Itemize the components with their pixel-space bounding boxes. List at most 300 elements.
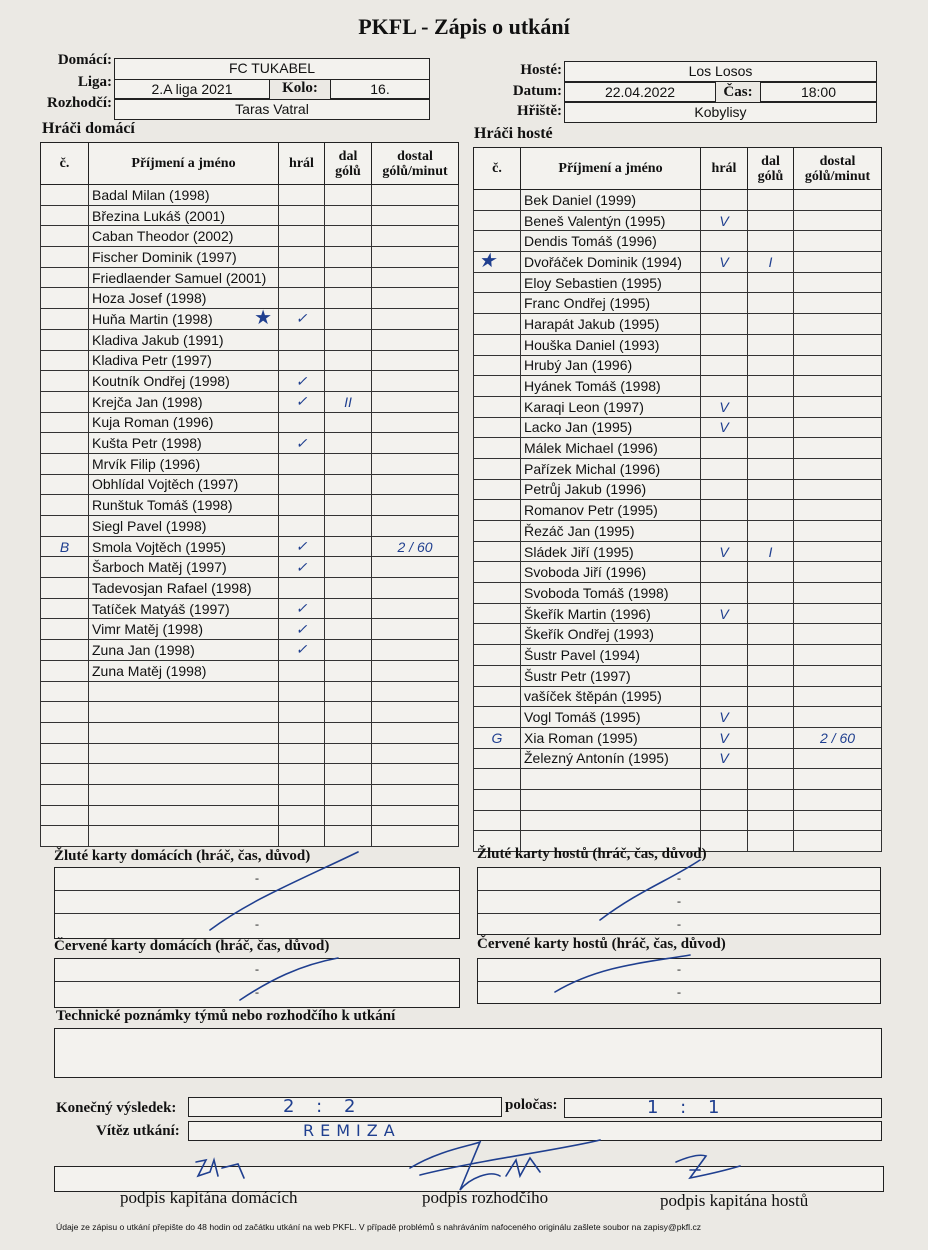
player-conceded [372, 453, 459, 474]
player-played [701, 479, 748, 500]
player-mark [41, 660, 89, 681]
player-name [89, 722, 279, 743]
player-name: Kuja Roman (1996) [89, 412, 279, 433]
table-row [41, 433, 459, 454]
player-mark [474, 624, 521, 645]
player-played [279, 805, 325, 826]
table-row [41, 288, 459, 309]
player-name: vašíček štěpán (1995) [521, 686, 701, 707]
table-row [474, 500, 882, 521]
time-label: Čas: [723, 84, 753, 100]
table-row [474, 438, 882, 459]
player-name [89, 702, 279, 723]
player-played [701, 665, 748, 686]
player-conceded [794, 789, 882, 810]
player-mark [41, 453, 89, 474]
table-row [41, 578, 459, 599]
player-goals [325, 784, 372, 805]
player-goals [325, 205, 372, 226]
notes-title: Technické poznámky týmů nebo rozhodčího k utkání [56, 1008, 396, 1024]
player-name: Harapát Jakub (1995) [521, 314, 701, 335]
player-name: Siegl Pavel (1998) [89, 516, 279, 537]
player-name [521, 769, 701, 790]
player-played [279, 743, 325, 764]
player-mark [41, 702, 89, 723]
player-conceded [372, 288, 459, 309]
player-goals [325, 660, 372, 681]
referee-field: Taras Vatral [114, 99, 430, 120]
table-row [474, 748, 882, 769]
player-played [701, 314, 748, 335]
player-conceded [794, 479, 882, 500]
home-table-body [41, 185, 459, 847]
table-row [474, 521, 882, 542]
player-mark [474, 665, 521, 686]
player-played [701, 583, 748, 604]
player-played [701, 272, 748, 293]
player-conceded [372, 640, 459, 661]
player-name: Tatíček Matyáš (1997) [89, 598, 279, 619]
player-played [279, 681, 325, 702]
player-played: V [701, 707, 748, 728]
player-conceded [372, 433, 459, 454]
player-goals [748, 376, 794, 397]
player-mark [41, 640, 89, 661]
player-goals [748, 562, 794, 583]
player-played: V [701, 252, 748, 273]
col-goals-line2: gólů [757, 168, 784, 184]
col-goals-line2: gólů [335, 163, 361, 179]
away-captain-signature-label: podpis kapitána hostů [660, 1191, 809, 1210]
player-conceded [794, 293, 882, 314]
table-row [474, 789, 882, 810]
final-result-label: Konečný výsledek: [56, 1100, 177, 1116]
player-name: Houška Daniel (1993) [521, 334, 701, 355]
table-row [474, 252, 882, 273]
player-mark [41, 226, 89, 247]
player-goals [748, 314, 794, 335]
table-row [41, 826, 459, 847]
red-cards-away-box [477, 958, 881, 1004]
player-name: Škeřík Ondřej (1993) [521, 624, 701, 645]
table-row [474, 707, 882, 728]
player-conceded [794, 272, 882, 293]
table-row [41, 598, 459, 619]
table-row [41, 660, 459, 681]
player-played [279, 702, 325, 723]
player-name: Karaqi Leon (1997) [521, 396, 701, 417]
player-played [701, 438, 748, 459]
player-conceded [794, 396, 882, 417]
player-mark [41, 371, 89, 392]
table-row [474, 355, 882, 376]
table-row [41, 412, 459, 433]
player-name: Romanov Petr (1995) [521, 500, 701, 521]
player-conceded [794, 562, 882, 583]
player-name: Xia Roman (1995) [521, 727, 701, 748]
away-label: Hosté: [520, 62, 562, 78]
player-conceded [372, 495, 459, 516]
table-row [41, 185, 459, 206]
away-table-header [474, 148, 882, 190]
player-goals [325, 412, 372, 433]
player-name: Šarboch Matěj (1997) [89, 557, 279, 578]
final-result-field: 2 : 2 [188, 1097, 502, 1117]
table-row [474, 810, 882, 831]
player-played [279, 764, 325, 785]
player-goals [325, 453, 372, 474]
player-mark [474, 810, 521, 831]
player-conceded [372, 226, 459, 247]
player-conceded [794, 334, 882, 355]
player-name [521, 789, 701, 810]
player-name: Dendis Tomáš (1996) [521, 231, 701, 252]
player-played [279, 474, 325, 495]
table-row [474, 190, 882, 211]
player-mark [474, 500, 521, 521]
player-played [279, 288, 325, 309]
player-goals [325, 598, 372, 619]
away-players-title: Hráči hosté [474, 125, 553, 142]
player-name [89, 826, 279, 847]
card-line [55, 891, 459, 914]
player-mark [474, 355, 521, 376]
player-conceded [794, 665, 882, 686]
player-mark [474, 396, 521, 417]
player-played [701, 562, 748, 583]
player-played [701, 376, 748, 397]
away-table-body [474, 190, 882, 852]
player-goals [325, 619, 372, 640]
league-field: 2.A liga 2021 [114, 79, 270, 99]
player-name: Svoboda Jiří (1996) [521, 562, 701, 583]
date-field: 22.04.2022 [564, 82, 716, 102]
player-played [279, 412, 325, 433]
table-row [41, 805, 459, 826]
winner-field: REMIZA [188, 1121, 882, 1141]
player-conceded [372, 205, 459, 226]
player-conceded [794, 500, 882, 521]
player-played: V [701, 396, 748, 417]
player-conceded [372, 557, 459, 578]
table-row [41, 764, 459, 785]
winner-label: Vítěz utkání: [96, 1123, 180, 1139]
player-mark [41, 205, 89, 226]
player-played [279, 578, 325, 599]
player-mark [41, 681, 89, 702]
player-goals [325, 536, 372, 557]
home-players-table [40, 142, 459, 847]
star-icon: ★ [254, 308, 272, 330]
player-name: Tadevosjan Rafael (1998) [89, 578, 279, 599]
player-goals [748, 417, 794, 438]
player-mark [41, 764, 89, 785]
player-mark [474, 686, 521, 707]
player-played [279, 247, 325, 268]
player-conceded [372, 371, 459, 392]
card-line: - [255, 917, 259, 931]
player-name: Šustr Pavel (1994) [521, 645, 701, 666]
player-played [279, 453, 325, 474]
player-name: Železný Antonín (1995) [521, 748, 701, 769]
player-goals [325, 557, 372, 578]
card-line: - [478, 891, 880, 914]
player-name: Fischer Dominik (1997) [89, 247, 279, 268]
player-goals [748, 769, 794, 790]
player-mark [474, 190, 521, 211]
player-conceded [794, 831, 882, 852]
home-team-field: FC TUKABEL [114, 58, 430, 80]
player-conceded [372, 660, 459, 681]
player-goals: II [325, 391, 372, 412]
player-mark [41, 598, 89, 619]
player-mark [41, 722, 89, 743]
player-conceded [372, 185, 459, 206]
player-name [89, 743, 279, 764]
player-name: Málek Michael (1996) [521, 438, 701, 459]
referee-signature-label: podpis rozhodčího [422, 1188, 549, 1207]
player-conceded [794, 210, 882, 231]
player-goals [748, 334, 794, 355]
player-played [701, 231, 748, 252]
yellow-cards-away-title: Žluté karty hostů (hráč, čas, důvod) [477, 846, 707, 862]
col-number: č. [41, 143, 89, 185]
card-line: - [478, 868, 880, 891]
player-goals [325, 722, 372, 743]
card-line: - [478, 959, 880, 982]
col-conceded [372, 143, 459, 185]
table-row [41, 350, 459, 371]
player-conceded [794, 707, 882, 728]
table-row [41, 516, 459, 537]
round-field: 16. [330, 79, 430, 99]
player-played [279, 516, 325, 537]
col-goals [748, 148, 794, 190]
player-mark [474, 769, 521, 790]
col-conceded-line2: gólů/minut [382, 163, 448, 179]
player-mark [41, 805, 89, 826]
player-goals [325, 350, 372, 371]
player-played [701, 789, 748, 810]
player-name: Smola Vojtěch (1995) [89, 536, 279, 557]
player-mark [474, 748, 521, 769]
round-label: Kolo: [282, 80, 318, 96]
player-goals [748, 727, 794, 748]
player-name: Eloy Sebastien (1995) [521, 272, 701, 293]
player-conceded [372, 805, 459, 826]
player-conceded [794, 190, 882, 211]
player-goals: I [748, 252, 794, 273]
player-played [701, 334, 748, 355]
player-name: Zuna Jan (1998) [89, 640, 279, 661]
player-played [279, 226, 325, 247]
red-cards-home-title: Červené karty domácích (hráč, čas, důvod) [54, 938, 330, 954]
table-row [474, 686, 882, 707]
player-mark: G [474, 727, 521, 748]
table-row [41, 619, 459, 640]
player-name: Škeřík Martin (1996) [521, 603, 701, 624]
player-goals [748, 438, 794, 459]
player-name: Řezáč Jan (1995) [521, 521, 701, 542]
player-goals [325, 371, 372, 392]
table-row [41, 557, 459, 578]
player-mark [41, 412, 89, 433]
player-conceded [372, 391, 459, 412]
player-mark [41, 247, 89, 268]
player-mark [474, 562, 521, 583]
player-goals [325, 495, 372, 516]
player-mark [474, 645, 521, 666]
player-played [701, 500, 748, 521]
player-played [279, 495, 325, 516]
player-played [701, 686, 748, 707]
player-played: V [701, 748, 748, 769]
player-conceded [794, 686, 882, 707]
player-name: Koutník Ondřej (1998) [89, 371, 279, 392]
player-goals [325, 640, 372, 661]
player-played [279, 267, 325, 288]
player-goals [325, 267, 372, 288]
player-played: ✓ [279, 391, 325, 412]
table-row [41, 391, 459, 412]
player-goals [748, 624, 794, 645]
player-mark [474, 252, 521, 273]
player-conceded [372, 743, 459, 764]
player-name: Pařízek Michal (1996) [521, 458, 701, 479]
player-mark [41, 391, 89, 412]
player-played [279, 722, 325, 743]
player-played [701, 645, 748, 666]
player-goals [325, 474, 372, 495]
table-row [41, 205, 459, 226]
pitch-field: Kobylisy [564, 102, 877, 123]
player-mark [474, 376, 521, 397]
player-name [89, 764, 279, 785]
player-name: Vimr Matěj (1998) [89, 619, 279, 640]
player-played [701, 293, 748, 314]
player-conceded [372, 247, 459, 268]
player-name: Dvořáček Dominik (1994) [521, 252, 701, 273]
table-row [474, 334, 882, 355]
page-title: PKFL - Zápis o utkání [358, 14, 570, 39]
table-row [474, 210, 882, 231]
player-conceded [372, 764, 459, 785]
player-name: Zuna Matěj (1998) [89, 660, 279, 681]
table-row [474, 769, 882, 790]
player-goals [325, 681, 372, 702]
away-players-table [473, 147, 882, 852]
player-conceded: 2 / 60 [372, 536, 459, 557]
player-goals [325, 826, 372, 847]
player-mark [474, 521, 521, 542]
player-goals [748, 810, 794, 831]
player-goals: I [748, 541, 794, 562]
player-goals [748, 190, 794, 211]
player-goals [748, 748, 794, 769]
player-goals [748, 665, 794, 686]
col-conceded-line2: gólů/minut [804, 168, 871, 184]
player-name: Petrůj Jakub (1996) [521, 479, 701, 500]
player-name: Vogl Tomáš (1995) [521, 707, 701, 728]
table-row [474, 541, 882, 562]
player-name [521, 810, 701, 831]
star-icon: ★ [478, 251, 496, 273]
table-row [474, 314, 882, 335]
player-mark [41, 474, 89, 495]
table-row [474, 479, 882, 500]
player-played: V [701, 603, 748, 624]
red-cards-home-box [54, 958, 460, 1008]
player-conceded [372, 722, 459, 743]
player-goals [325, 702, 372, 723]
player-mark [474, 707, 521, 728]
table-row [41, 495, 459, 516]
player-conceded [794, 645, 882, 666]
table-row [41, 453, 459, 474]
table-row [41, 226, 459, 247]
col-goals-line1: dal [338, 148, 358, 164]
table-row [41, 681, 459, 702]
player-name: Hoza Josef (1998) [89, 288, 279, 309]
player-conceded [372, 681, 459, 702]
col-goals-line1: dal [761, 153, 780, 169]
table-row [474, 231, 882, 252]
league-label: Liga: [77, 74, 112, 90]
table-row [41, 702, 459, 723]
player-played: V [701, 541, 748, 562]
table-row [474, 293, 882, 314]
player-mark [474, 334, 521, 355]
yellow-cards-home-title: Žluté karty domácích (hráč, čas, důvod) [54, 848, 311, 864]
player-name: Beneš Valentýn (1995) [521, 210, 701, 231]
player-played: ✓ [279, 536, 325, 557]
player-conceded [372, 474, 459, 495]
player-goals [325, 764, 372, 785]
player-mark [474, 314, 521, 335]
player-goals [325, 185, 372, 206]
player-goals [748, 293, 794, 314]
player-goals [748, 396, 794, 417]
pitch-label: Hřiště: [517, 103, 562, 119]
card-line: - [677, 985, 681, 999]
player-goals [748, 272, 794, 293]
player-goals [748, 707, 794, 728]
player-name: Hrubý Jan (1996) [521, 355, 701, 376]
yellow-cards-away-box [477, 867, 881, 935]
player-conceded [794, 810, 882, 831]
player-conceded [372, 516, 459, 537]
player-conceded [372, 412, 459, 433]
player-conceded [794, 314, 882, 335]
table-row [474, 376, 882, 397]
player-played: ✓ [279, 309, 325, 330]
player-goals [748, 479, 794, 500]
player-played: ✓ [279, 433, 325, 454]
player-conceded [794, 458, 882, 479]
player-played [701, 810, 748, 831]
player-goals [748, 583, 794, 604]
player-mark [41, 433, 89, 454]
red-cards-away-title: Červené karty hostů (hráč, čas, důvod) [477, 936, 726, 952]
referee-label: Rozhodčí: [47, 95, 112, 111]
player-goals [748, 355, 794, 376]
time-field: 18:00 [760, 82, 877, 102]
player-conceded: 2 / 60 [794, 727, 882, 748]
player-mark [474, 272, 521, 293]
table-row [41, 536, 459, 557]
player-name: Svoboda Tomáš (1998) [521, 583, 701, 604]
player-played: V [701, 210, 748, 231]
